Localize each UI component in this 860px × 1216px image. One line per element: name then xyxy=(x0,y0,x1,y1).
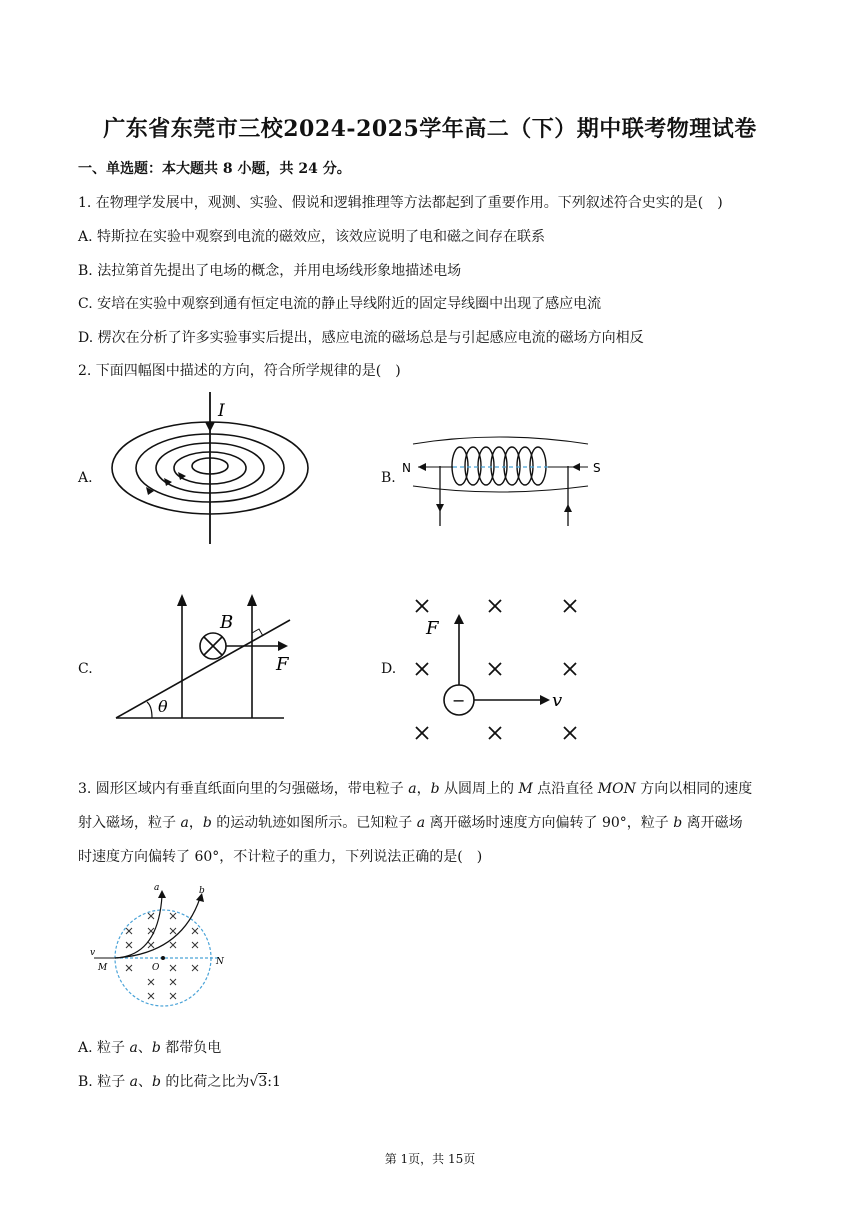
field-cross xyxy=(148,979,154,985)
page-footer: 第 1页，共 15页 xyxy=(384,1152,476,1166)
current-label: I xyxy=(218,401,225,421)
field-cross xyxy=(170,993,176,999)
q1-stem: 1. 在物理学发展中，观测、实验、假说和逻辑推理等方法都起到了重要作用。下列叙述符合史实的是( ) xyxy=(78,195,723,211)
field-cross xyxy=(192,928,198,934)
figure-d xyxy=(410,596,586,746)
label-o: O xyxy=(152,963,160,973)
field-cross xyxy=(192,965,198,971)
q1-option-a: A. 特斯拉在实验中观察到电流的磁效应，该效应说明了电和磁之间存在联系 xyxy=(78,229,546,245)
label-n: N xyxy=(216,957,224,967)
q3-figure xyxy=(86,880,236,1010)
field-cross xyxy=(192,942,198,948)
incline-line xyxy=(116,620,290,718)
field-cross xyxy=(564,727,576,739)
wire-arrow xyxy=(564,504,572,512)
sqrt-radicand: 3 xyxy=(258,1074,268,1090)
q2-label-a: A. xyxy=(78,470,93,486)
q3-line-3: 时速度方向偏转了 60°，不计粒子的重力，下列说法正确的是( ) xyxy=(78,849,483,865)
charge-sign: − xyxy=(452,691,466,710)
current-arrow xyxy=(205,422,215,432)
field-cross xyxy=(489,727,501,739)
q3-option-a: A. 粒子 a、b 都带负电 xyxy=(78,1040,222,1056)
wire-arrow xyxy=(436,504,444,512)
field-cross xyxy=(564,663,576,675)
q2-stem: 2. 下面四幅图中描述的方向，符合所学规律的是( ) xyxy=(78,363,401,379)
field-arrow xyxy=(572,463,580,471)
q2-label-b: B. xyxy=(381,470,396,486)
label-m: M xyxy=(98,963,108,973)
field-cross xyxy=(416,663,428,675)
figure-c xyxy=(112,590,302,722)
field-cross xyxy=(148,993,154,999)
field-cross xyxy=(148,913,154,919)
angle-label: θ xyxy=(158,697,168,716)
figure-b xyxy=(398,436,608,528)
center-point xyxy=(161,956,165,960)
field-cross xyxy=(489,663,501,675)
field-cross xyxy=(126,928,132,934)
figure-a xyxy=(108,392,312,544)
field-line xyxy=(413,486,588,492)
field-cross xyxy=(126,965,132,971)
page-title: 广东省东莞市三校2024-2025学年高二（下）期中联考物理试卷 xyxy=(103,116,757,142)
q3-option-b: B. 粒子 a、b 的比荷之比为√3:1 xyxy=(78,1074,281,1090)
north-label: N xyxy=(402,461,411,475)
velocity-label: v xyxy=(552,690,563,711)
sqrt-symbol: √ xyxy=(249,1074,259,1090)
right-angle-mark xyxy=(252,629,263,636)
field-cross xyxy=(170,913,176,919)
label-a: a xyxy=(154,883,160,893)
q3-line-2: 射入磁场，粒子 a，b 的运动轨迹如图所示。已知粒子 a 离开磁场时速度方向偏转了 90°，粒子 b 离开磁场 xyxy=(78,815,743,831)
field-cross xyxy=(170,965,176,971)
q1-option-c: C. 安培在实验中观察到通有恒定电流的静止导线附近的固定导线圈中出现了感应电流 xyxy=(78,296,602,312)
rail-right-arrow xyxy=(247,594,257,606)
force-label: F xyxy=(426,618,439,639)
q2-label-d: D. xyxy=(381,661,397,677)
field-cross xyxy=(416,727,428,739)
q3-line-1: 3. 圆形区域内有垂直纸面向里的匀强磁场，带电粒子 a，b 从圆周上的 M 点沿直径 MON 方向以相同的速度 xyxy=(78,781,753,797)
south-label: S xyxy=(593,461,601,475)
field-cross xyxy=(148,942,154,948)
trajectory-b xyxy=(115,898,200,958)
rail-left-arrow xyxy=(177,594,187,606)
label-b: b xyxy=(199,886,205,896)
q1-option-d: D. 楞次在分析了许多实验事实后提出，感应电流的磁场总是与引起感应电流的磁场方向相反 xyxy=(78,330,644,346)
label-v: v xyxy=(90,948,96,958)
field-cross xyxy=(126,942,132,948)
field-cross xyxy=(489,600,501,612)
field-cross xyxy=(564,600,576,612)
section-heading: 一、单选题：本大题共 8 小题，共 24 分。 xyxy=(78,161,351,177)
field-cross xyxy=(416,600,428,612)
field-cross xyxy=(170,942,176,948)
field-cross xyxy=(170,928,176,934)
field-line xyxy=(413,437,588,444)
q2-label-c: C. xyxy=(78,661,93,677)
force-label: F xyxy=(276,654,289,675)
field-cross xyxy=(170,979,176,985)
field-label: B xyxy=(220,612,234,633)
field-arrow xyxy=(418,463,426,471)
q1-option-b: B. 法拉第首先提出了电场的概念，并用电场线形象地描述电场 xyxy=(78,263,462,279)
angle-arc xyxy=(147,702,152,718)
